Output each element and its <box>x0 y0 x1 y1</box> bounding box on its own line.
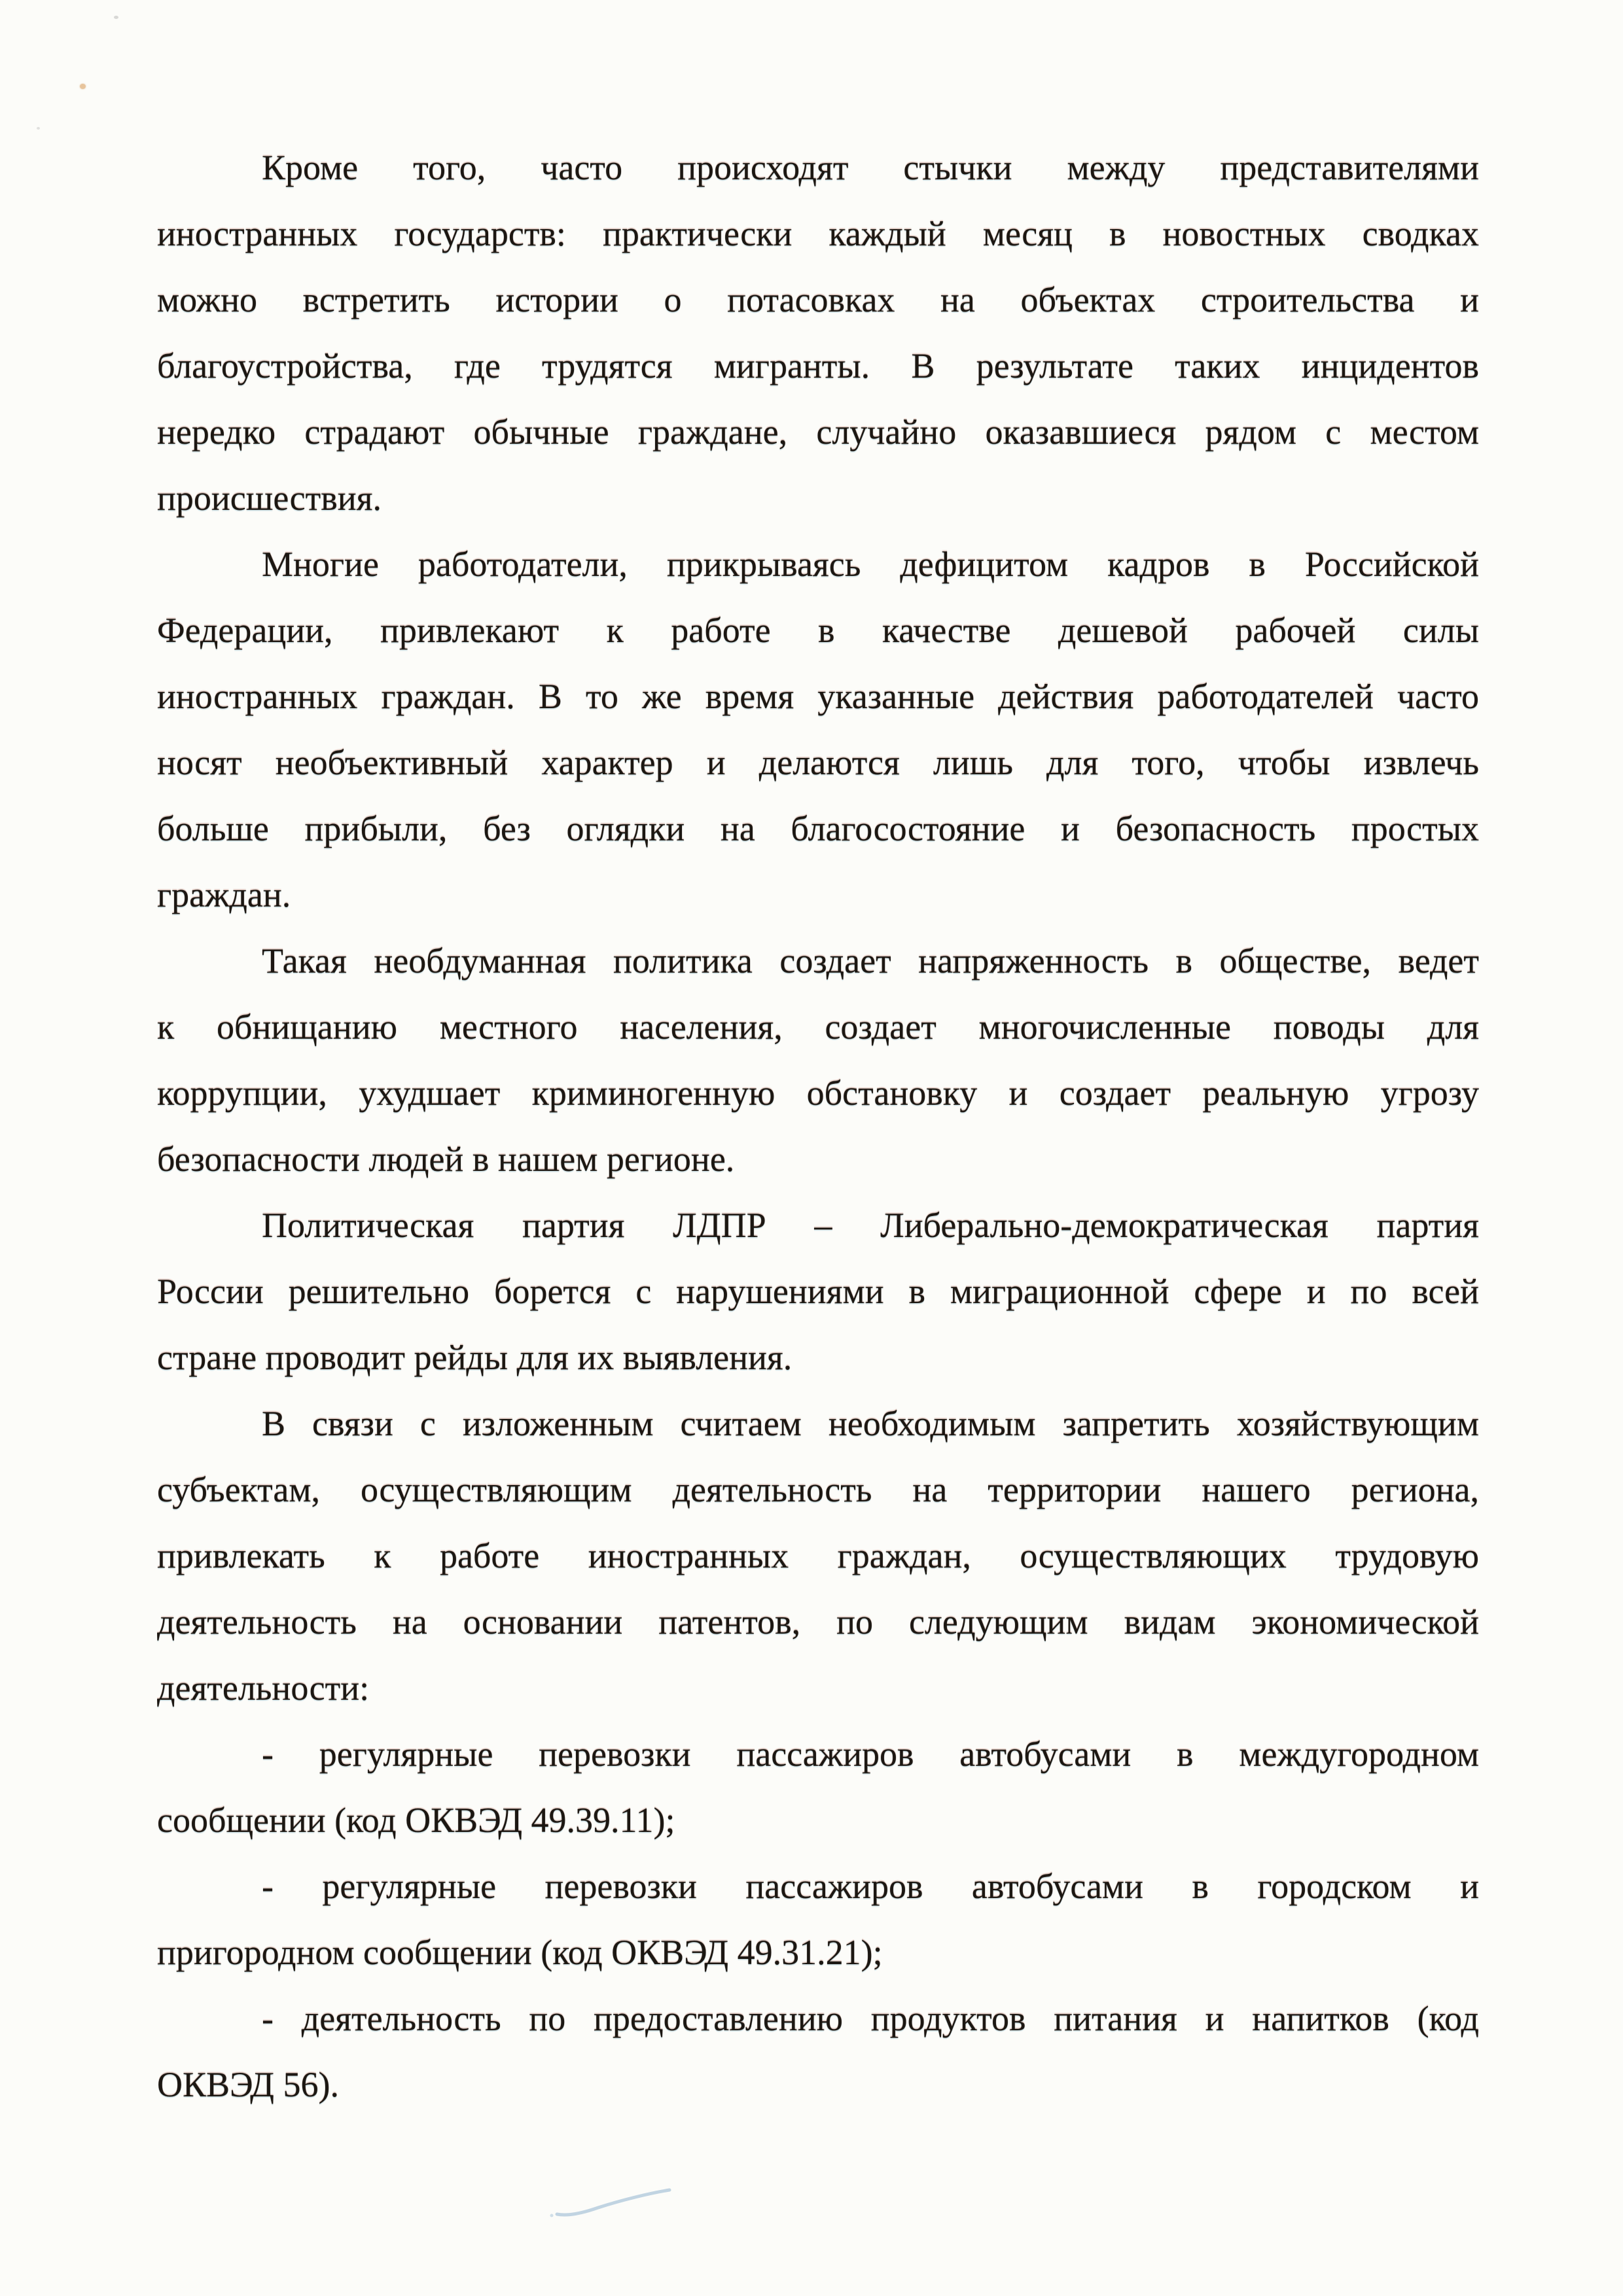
document-body <box>157 135 1479 2118</box>
text-line: привлекать к работе иностранных граждан, осуществляющих трудовую <box>157 1536 1479 1575</box>
text-line: нередко страдают обычные граждане, случайно оказавшиеся рядом с местом <box>157 412 1479 452</box>
scan-speck <box>114 16 118 19</box>
text-line: Кроме того, часто происходят стычки между представителями <box>262 148 1479 187</box>
text-line: пригородном сообщении (код ОКВЭД 49.31.21); <box>157 1933 883 1972</box>
text-line: к обнищанию местного населения, создает многочисленные поводы для <box>157 1007 1479 1047</box>
text-line: Федерации, привлекают к работе в качестве дешевой рабочей силы <box>157 611 1479 650</box>
text-line: можно встретить истории о потасовках на объектах строительства и <box>157 280 1479 319</box>
text-line: сообщении (код ОКВЭД 49.39.11); <box>157 1801 675 1840</box>
text-line: больше прибыли, без оглядки на благосостояние и безопасность простых <box>157 809 1479 848</box>
text-line: Многие работодатели, прикрываясь дефицитом кадров в Российской <box>262 545 1479 584</box>
text-line: - регулярные перевозки пассажиров автобусами в городском и <box>262 1867 1479 1906</box>
text-line: ОКВЭД 56). <box>157 2065 339 2104</box>
scan-speck <box>37 127 40 130</box>
text-line: деятельность на основании патентов, по следующим видам экономической <box>157 1602 1479 1641</box>
text-line: деятельности: <box>157 1668 370 1708</box>
scan-speck <box>80 84 86 89</box>
text-line: стране проводит рейды для их выявления. <box>157 1338 793 1377</box>
text-line: благоустройства, где трудятся мигранты. В результате таких инцидентов <box>157 346 1479 386</box>
text-line: иностранных граждан. В то же время указанные действия работодателей часто <box>157 677 1479 716</box>
bullet-item <box>157 1986 1479 2118</box>
text-line: Такая необдуманная политика создает напряженность в обществе, ведет <box>262 941 1479 980</box>
paragraph <box>157 1391 1479 1721</box>
text-line: В связи с изложенным считаем необходимым запретить хозяйствующим <box>262 1404 1479 1443</box>
text-line: происшествия. <box>157 478 382 518</box>
text-line: коррупции, ухудшает криминогенную обстановку и создает реальную угрозу <box>157 1073 1479 1113</box>
text-line: иностранных государств: практически каждый месяц в новостных сводках <box>157 214 1479 253</box>
paragraph <box>157 1193 1479 1391</box>
bullet-item <box>157 1854 1479 1986</box>
bullet-item <box>157 1721 1479 1854</box>
paragraph <box>157 928 1479 1193</box>
paragraph <box>157 135 1479 531</box>
text-line: Политическая партия ЛДПР – Либерально-демократическая партия <box>262 1206 1479 1245</box>
text-line: - деятельность по предоставлению продуктов питания и напитков (код <box>262 1999 1479 2038</box>
paragraph <box>157 531 1479 928</box>
text-line: граждан. <box>157 875 291 914</box>
text-line: безопасности людей в нашем регионе. <box>157 1139 735 1179</box>
text-line: субъектам, осуществляющим деятельность на территории нашего региона, <box>157 1470 1479 1509</box>
text-line: России решительно борется с нарушениями в миграционной сфере и по всей <box>157 1272 1479 1311</box>
text-line: носят необъективный характер и делаются лишь для того, чтобы извлечь <box>157 743 1479 782</box>
text-line: - регулярные перевозки пассажиров автобусами в междугородном <box>262 1734 1479 1774</box>
